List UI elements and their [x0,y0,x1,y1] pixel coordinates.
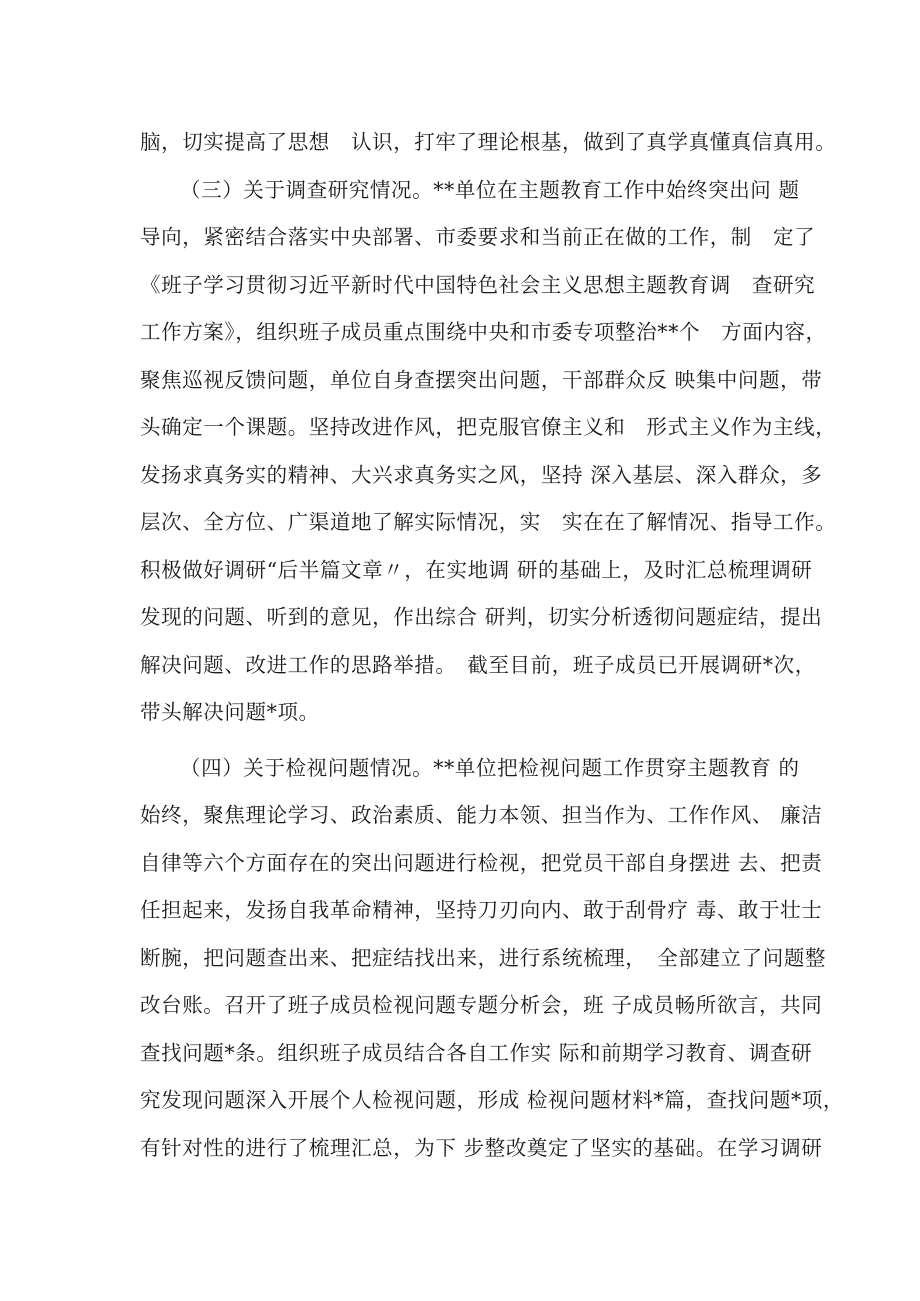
text-line: 导向，紧密结合落实中央部署、市委要求和当前正在做的工作，制 定了 [140,225,816,249]
text-line: 自律等六个方面存在的突出问题进行检视，把党员干部自身摆进 去、把责 [140,850,823,875]
text-line: 发扬求真务实的精神、大兴求真务实之风，坚持 深入基层、深入群众，多 [140,462,823,487]
text-line: 带头解决问题*项。 [140,700,320,724]
text-line: 查找问题*条。组织班子成员结合各自工作实 际和前期学习教育、调查研 [140,1040,813,1065]
text-line: 任担起来，发扬自我革命精神，坚持刀刃向内、敢于刮骨疗 毒、敢于壮士 [140,898,823,922]
document-body [140,119,845,1172]
text-line: 始终，聚焦理论学习、政治素质、能力本领、担当作为、工作作风、 廉洁 [140,803,823,827]
text-line: 工作方案》，组织班子成员重点围绕中央和市委专项整治**个 方面内容， [140,320,827,344]
text-line: 断腕，把问题查出来、把症结找出来，进行系统梳理， 全部建立了问题整 [140,945,827,970]
text-line: 层次、全方位、广渠道地了解实际情况，实 实在在了解情况、指导工作。 [140,510,837,534]
text-line: 脑，切实提高了思想 认识，打牢了理论根基，做到了真学真懂真信真用。 [140,130,837,154]
text-line: 究发现问题深入开展个人检视问题，形成 检视问题材料*篇，查找问题*项， [140,1088,845,1112]
text-line: 《班子学习贯彻习近平新时代中国特色社会主义思想主题教育调 查研究 [140,272,816,297]
text-line: 聚焦巡视反馈问题，单位自身查摆突出问题，干部群众反 映集中问题，带 [140,367,823,392]
text-line: 有针对性的进行了梳理汇总，为下 步整改奠定了坚实的基础。在学习调研 [140,1135,823,1160]
text-line: 积极做好调研“后半篇文章〃，在实地调 研的基础上，及时汇总梳理调研 [140,557,813,582]
text-line: 改台账。召开了班子成员检视问题专题分析会，班 子成员畅所欲言，共同 [140,993,823,1017]
text-line: 解决问题、改进工作的思路举措。 截至目前，班子成员已开展调研*次， [140,652,816,677]
section-heading-line: （四）关于检视问题情况。**单位把检视问题工作贯穿主题教育 的 [180,755,800,780]
text-line: 发现的问题、听到的意见，作出综合 研判，切实分析透彻问题症结，提出 [140,605,823,629]
paragraph-gap [140,737,800,745]
text-line: 头确定一个课题。坚持改进作风，把克服官僚主义和 形式主义作为主线， [140,415,837,439]
section-heading-line: （三）关于调查研究情况。**单位在主题教育工作中始终突出问 题 [180,177,800,202]
